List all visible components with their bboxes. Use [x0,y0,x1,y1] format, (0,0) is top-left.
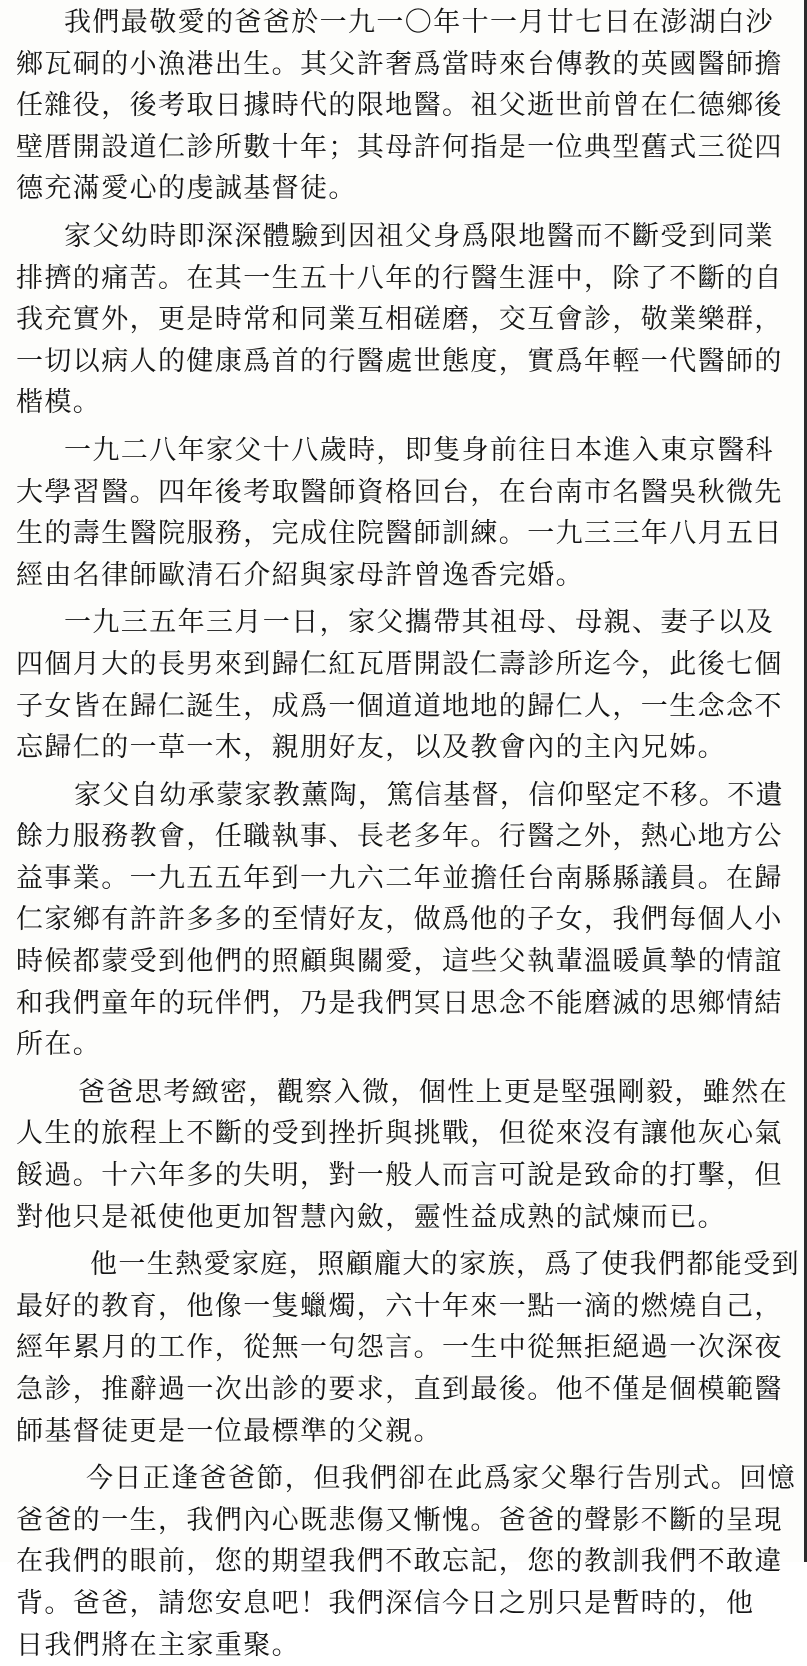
text-line: 一九三五年三月一日，家父攜帶其祖母、母親、妻子以及 [64,607,774,639]
text-line: 我充實外，更是時常和同業互相磋磨，交互會診，敬業樂群， [16,304,783,336]
text-line: 楷模。 [16,387,102,419]
text-line: 家父幼時即深深體驗到因祖父身爲限地醫而不斷受到同業 [64,220,774,252]
text-line: 我們最敬愛的爸爸於一九一〇年十一月廿七日在澎湖白沙 [64,7,774,38]
text-line: 一九二八年家父十八歲時，即隻身前往日本進入東京醫科 [64,434,774,466]
text-line: 所在。 [16,1029,102,1061]
text-line: 時候都蒙受到他們的照顧與關愛，這些父執輩溫暖眞摯的情誼 [16,946,783,978]
text-line: 經年累月的工作，從無一句怨言。一生中從無拒絕過一次深夜 [16,1332,783,1364]
text-line: 德充滿愛心的虔誠基督徒。 [16,173,357,205]
text-line: 今日正逢爸爸節，但我們卻在此爲家父舉行告別式。回憶 [86,1463,796,1495]
text-line: 任雜役，後考取日據時代的限地醫。祖父逝世前曾在仁德鄉後 [16,90,783,122]
text-line: 益事業。一九五五年到一九六二年並擔任台南縣縣議員。在歸 [16,862,783,894]
text-line: 最好的教育，他像一隻蠟燭，六十年來一點一滴的燃燒自己， [16,1290,783,1322]
text-line: 鄉瓦硐的小漁港出生。其父許奢爲當時來台傳教的英國醫師擔 [16,48,783,80]
paragraph-character [16,1072,786,1238]
text-line: 和我們童年的玩伴們，乃是我們冥日思念不能磨滅的思鄉情結 [16,987,783,1019]
paragraph-farewell [16,1458,796,1666]
text-line: 人生的旅程上不斷的受到挫折與挑戰，但從來沒有讓他灰心氣 [16,1118,783,1150]
text-line: 忘歸仁的一草一木，親朋好友，以及教會內的主內兄姊。 [16,732,726,764]
text-line: 一切以病人的健康爲首的行醫處世態度，實爲年輕一代醫師的 [16,345,783,377]
text-line: 在我們的眼前，您的期望我們不敢忘記，您的教訓我們不敢違 [16,1546,783,1578]
text-line: 爸爸的一生，我們內心既悲傷又慚愧。爸爸的聲影不斷的呈現 [16,1504,783,1536]
text-line: 大學習醫。四年後考取醫師資格回台，在台南市名醫吳秋微先 [16,476,783,508]
paragraph-clinic [16,602,786,768]
text-line: 餘力服務教會，任職執事、長老多年。行醫之外，熱心地方公 [16,821,783,853]
paragraph-faith [16,775,786,1066]
text-line: 壁厝開設道仁診所數十年；其母許何指是一位典型舊式三從四 [16,131,783,163]
text-line: 師基督徒更是一位最標準的父親。 [16,1415,442,1447]
paragraph-birth [16,2,786,210]
text-line: 對他只是祗使他更加智慧內斂，靈性益成熟的試煉而已。 [16,1201,726,1233]
text-line: 急診，推辭過一次出診的要求，直到最後。他不僅是個模範醫 [16,1374,783,1405]
text-line: 家父自幼承蒙家教薰陶，篤信基督，信仰堅定不移。不遺 [74,779,784,811]
paragraph-career [16,216,786,424]
text-line: 餒過。十六年多的失明，對一般人而言可說是致命的打擊，但 [16,1160,783,1192]
text-line: 仁家鄉有許許多多的至情好友，做爲他的子女，我們每個人小 [16,904,783,936]
text-line: 生的壽生醫院服務，完成住院醫師訓練。一九三三年八月五日 [16,518,783,550]
paragraph-education [16,430,786,596]
text-line: 日我們將在主家重聚。 [16,1629,300,1661]
text-line: 排擠的痛苦。在其一生五十八年的行醫生涯中，除了不斷的自 [16,262,783,294]
text-line: 子女皆在歸仁誕生，成爲一個道道地地的歸仁人，一生念念不 [16,690,783,722]
text-line: 經由名律師歐清石介紹與家母許曾逸香完婚。 [16,559,584,591]
text-line: 爸爸思考緻密，觀察入微，個性上更是堅强剛毅，雖然在 [78,1076,788,1108]
text-line: 四個月大的長男來到歸仁紅瓦厝開設仁壽診所迄今，此後七個 [16,648,783,680]
paragraph-family [16,1244,800,1452]
article-body [16,0,800,1666]
text-line: 他一生熱愛家庭，照顧龐大的家族，爲了使我們都能受到 [90,1249,800,1281]
text-line: 背。爸爸，請您安息吧！我們深信今日之別只是暫時的，他 [16,1587,755,1619]
